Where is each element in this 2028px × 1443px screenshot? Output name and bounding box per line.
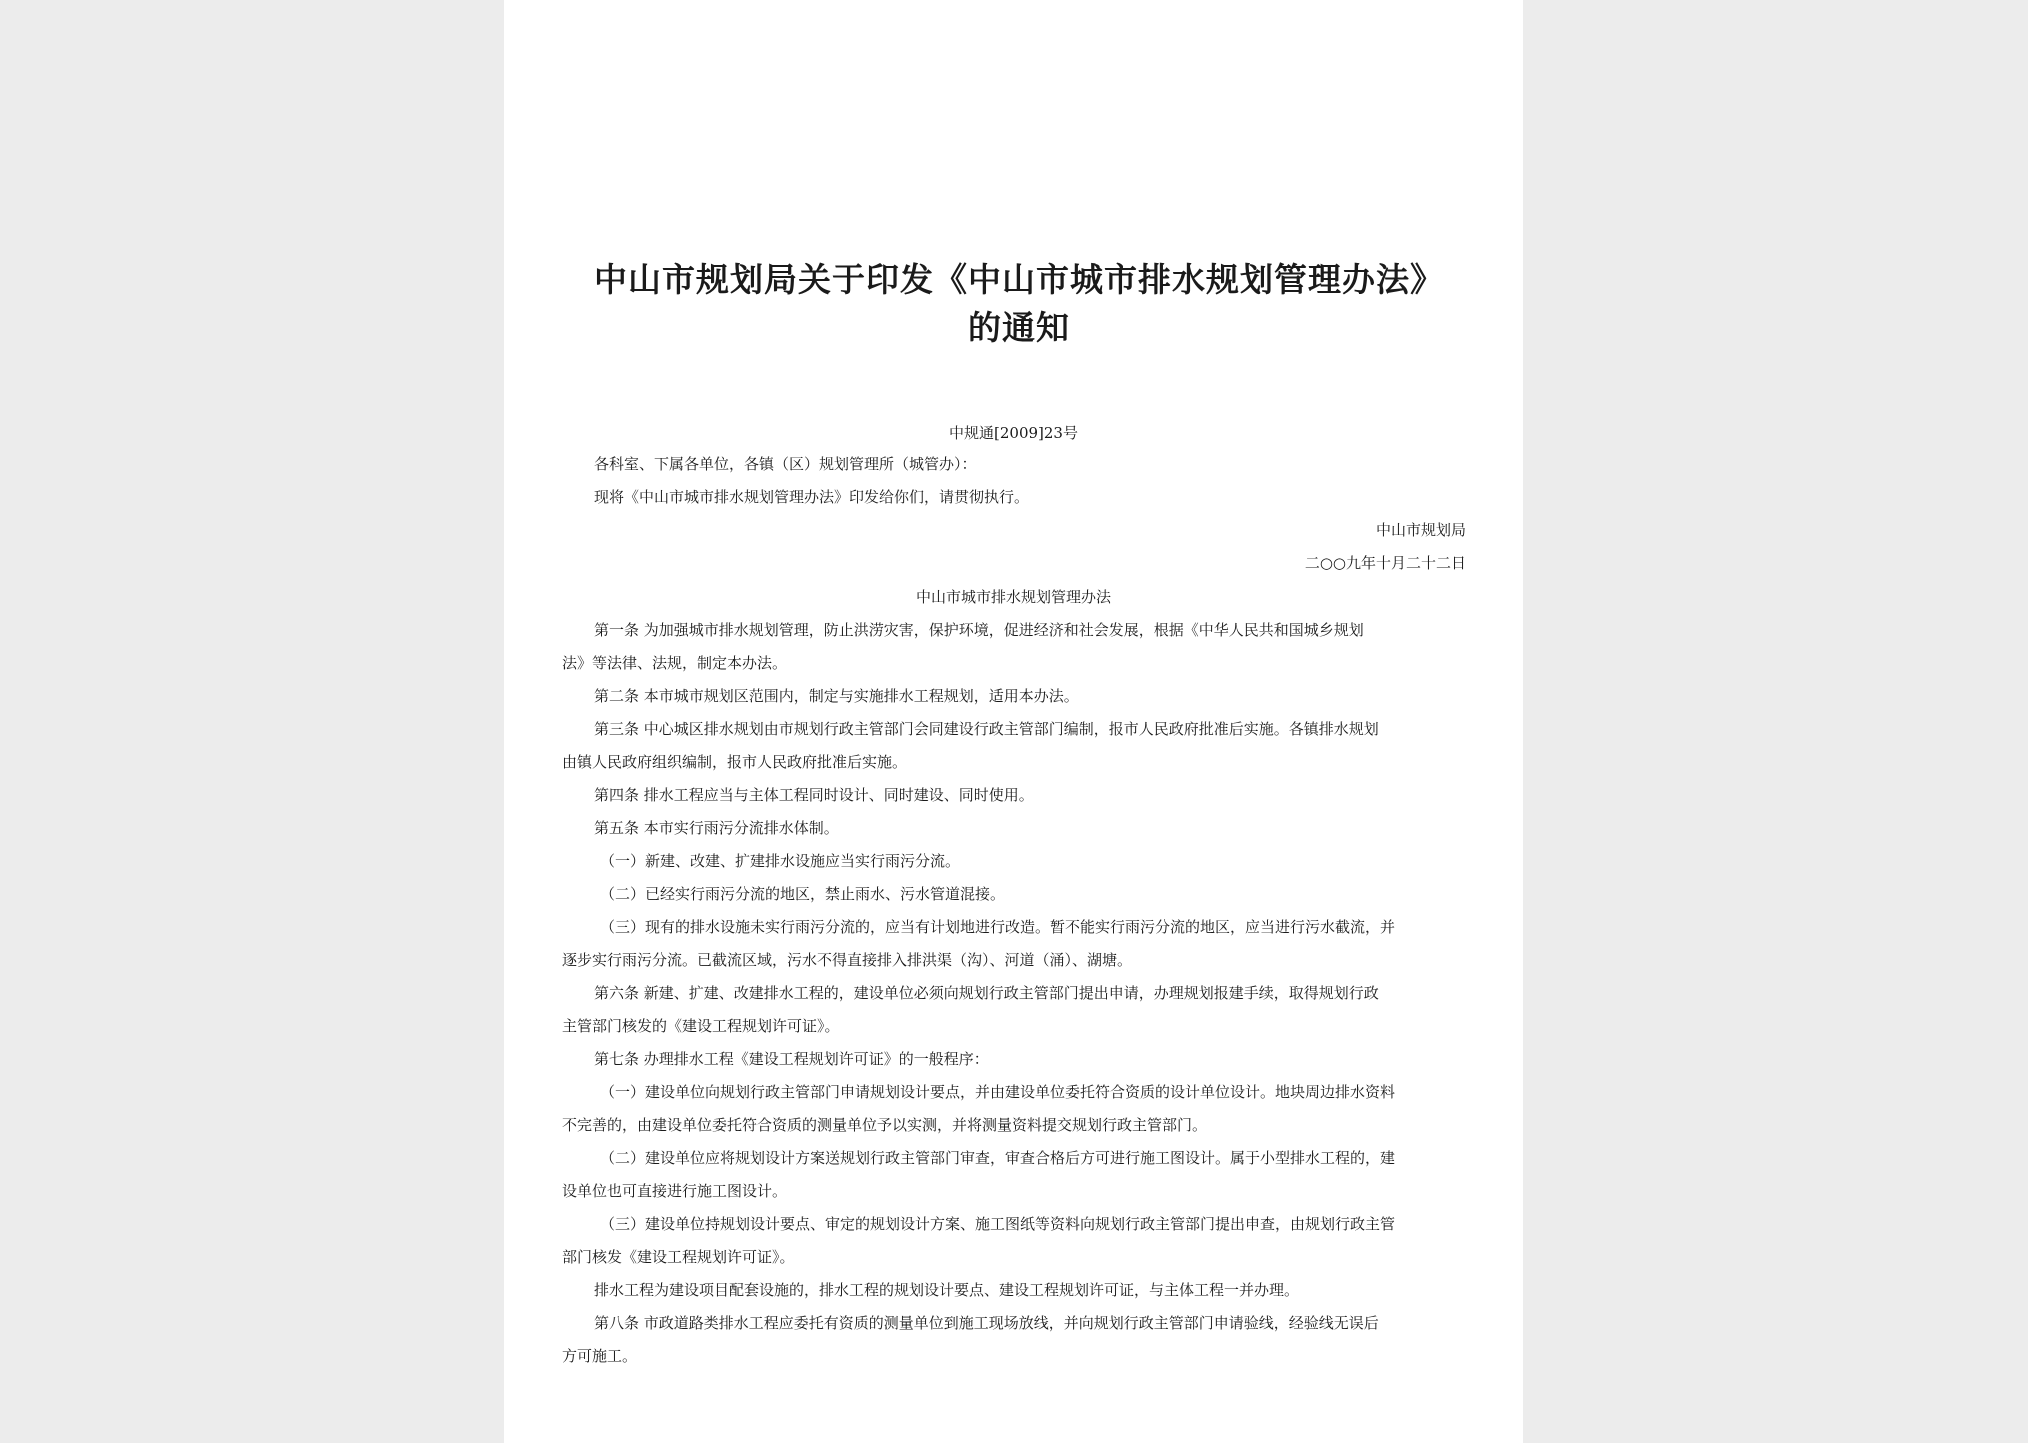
body-line: （一）建设单位向规划行政主管部门申请规划设计要点，并由建设单位委托符合资质的设计单位设计。地块周边排水资料 [600,1083,1396,1101]
body-line: 主管部门核发的《建设工程规划许可证》。 [562,1017,840,1035]
body-line: 不完善的，由建设单位委托符合资质的测量单位予以实测，并将测量资料提交规划行政主管部门。 [562,1116,1208,1134]
body-line: （二）建设单位应将规划设计方案送规划行政主管部门审查，审查合格后方可进行施工图设计。属于小型排水工程的，建 [600,1149,1396,1167]
body-line: （二）已经实行雨污分流的地区，禁止雨水、污水管道混接。 [600,885,1006,903]
body-line: 第八条 市政道路类排水工程应委托有资质的测量单位到施工现场放线，并向规划行政主管部门申请验线，经验线无误后 [594,1314,1379,1332]
body-line: 部门核发《建设工程规划许可证》。 [562,1248,795,1266]
body-line: 第三条 中心城区排水规划由市规划行政主管部门会同建设行政主管部门编制，报市人民政府批准后实施。各镇排水规划 [594,720,1379,738]
body-line: 法》等法律、法规，制定本办法。 [562,654,788,672]
addressee-line: 各科室、下属各单位，各镇（区）规划管理所（城管办）： [594,455,977,473]
body-line: 设单位也可直接进行施工图设计。 [562,1182,788,1200]
issuer-name: 中山市规划局 [1375,521,1466,539]
document-page [504,0,1523,1443]
body-line: （三）建设单位持规划设计要点、审定的规划设计方案、施工图纸等资料向规划行政主管部门提出申查，由规划行政主管 [600,1215,1396,1233]
body-line: 方可施工。 [562,1347,638,1365]
body-line: 第五条 本市实行雨污分流排水体制。 [594,819,839,837]
body-line: 由镇人民政府组织编制，报市人民政府批准后实施。 [562,753,908,771]
body-line: 第四条 排水工程应当与主体工程同时设计、同时建设、同时使用。 [594,786,1034,804]
body-line: 第七条 办理排水工程《建设工程规划许可证》的一般程序： [594,1050,989,1068]
body-line: 第二条 本市城市规划区范围内，制定与实施排水工程规划，适用本办法。 [594,687,1079,705]
attachment-title: 中山市城市排水规划管理办法 [915,588,1111,606]
body-line: 第一条 为加强城市排水规划管理，防止洪涝灾害，保护环境，促进经济和社会发展，根据《中华人民共和国城乡规划 [594,621,1364,639]
body-line: 逐步实行雨污分流。已截流区域，污水不得直接排入排洪渠（沟）、河道（涌）、湖塘。 [562,951,1133,969]
issue-date: 二○○九年十月二十二日 [1304,554,1466,572]
body-line: 排水工程为建设项目配套设施的，排水工程的规划设计要点、建设工程规划许可证，与主体工程一并办理。 [594,1281,1300,1299]
document-title: 中山市规划局关于印发《中山市城市排水规划管理办法》的通知 [594,260,1444,347]
body-line: （一）新建、改建、扩建排水设施应当实行雨污分流。 [600,852,961,870]
intro-paragraph: 现将《中山市城市排水规划管理办法》印发给你们，请贯彻执行。 [594,488,1030,506]
body-line: （三）现有的排水设施未实行雨污分流的，应当有计划地进行改造。暂不能实行雨污分流的地区，应当进行污水截流，并 [600,918,1396,936]
body-line: 第六条 新建、扩建、改建排水工程的，建设单位必须向规划行政主管部门提出申请，办理规划报建手续，取得规划行政 [594,984,1379,1002]
document-number: 中规通[2009]23号 [949,424,1078,442]
